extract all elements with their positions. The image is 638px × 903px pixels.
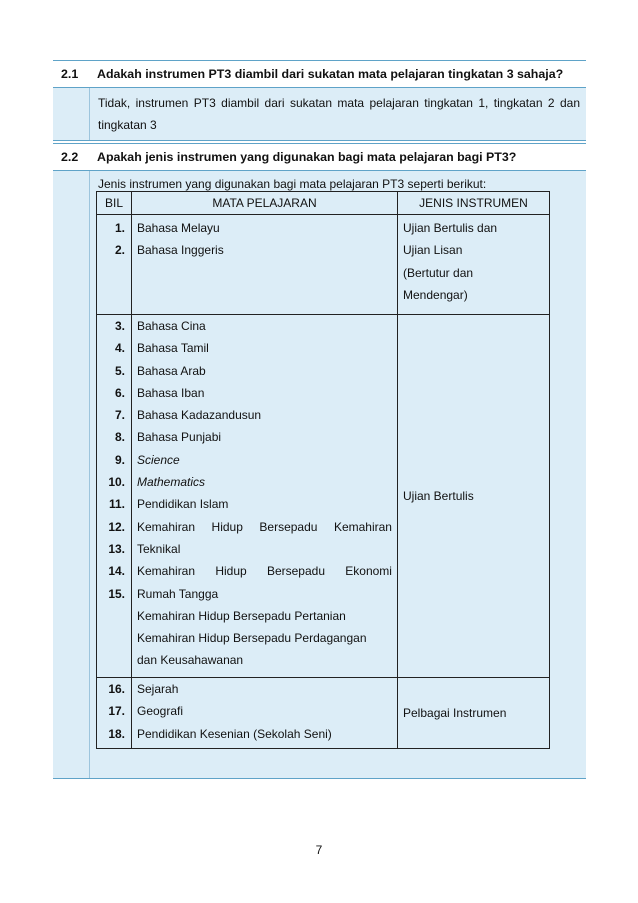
word: Ekonomi (345, 564, 392, 579)
instrument-line: Ujian Lisan (403, 243, 463, 258)
bil-number: 4. (114, 341, 125, 356)
instrument: Ujian Bertulis (403, 489, 474, 503)
subject: Teknikal (137, 541, 181, 556)
subject: Bahasa Inggeris (137, 243, 224, 258)
subject-list (132, 678, 397, 745)
bil-list (97, 315, 131, 605)
bil-number: 5. (114, 363, 125, 378)
header-subject: MATA PELAJARAN (132, 192, 398, 215)
header-instrument: JENIS INSTRUMEN (398, 192, 550, 215)
bil-number: 7. (114, 408, 125, 423)
subject: Bahasa Melayu (137, 221, 220, 235)
subject: Geografi (137, 704, 184, 719)
bil-number: 2. (114, 243, 125, 258)
word: Hidup (211, 519, 243, 534)
table-header-row (97, 192, 550, 215)
answer-text: Tidak, instrumen PT3 diambil dari sukatan mata pelajaran tingkatan 1, tingkatan 2 dan tingkatan 3 (98, 96, 580, 132)
question-number: 2.2 (61, 150, 79, 164)
bil-number: 15. (108, 586, 125, 601)
table-row (97, 215, 550, 315)
subject: Bahasa Iban (137, 385, 205, 400)
subject: Science (137, 452, 180, 467)
subject: Rumah Tangga (137, 586, 219, 601)
faq-block-2-1 (53, 60, 586, 141)
subject-list (132, 315, 397, 672)
instrument-lines (398, 217, 549, 306)
word: Bersepadu (266, 564, 325, 579)
subject-list (132, 217, 397, 262)
question-text: Adakah instrumen PT3 diambil dari sukatan mata pelajaran tingkatan 3 sahaja? (97, 67, 564, 81)
question-row (53, 143, 586, 171)
question-number: 2.1 (61, 67, 79, 81)
bil-number: 8. (114, 430, 125, 445)
instrument: Pelbagai Instrumen (403, 706, 507, 720)
bil-number: 1. (114, 221, 125, 235)
bil-number: 9. (114, 452, 125, 467)
bil-list (97, 217, 131, 262)
subject: Bahasa Tamil (137, 341, 209, 356)
subject: Bahasa Arab (137, 363, 206, 378)
page-number: 7 (315, 843, 323, 857)
bil-number: 11. (108, 497, 125, 512)
header-bil: BIL (97, 192, 132, 215)
bil-number: 13. (108, 541, 125, 556)
answer-intro: Jenis instrumen yang digunakan bagi mata pelajaran PT3 seperti berikut: (98, 177, 487, 191)
word: Bersepadu (259, 519, 318, 534)
subject: Pendidikan Islam (137, 497, 229, 512)
bil-number: 14. (108, 564, 125, 579)
subject: Pendidikan Kesenian (Sekolah Seni) (137, 726, 332, 741)
table-row (97, 315, 550, 678)
subject: Bahasa Kadazandusun (137, 408, 262, 423)
bil-number: 16. (108, 682, 125, 696)
word: Kemahiran (137, 519, 196, 534)
bil-list (97, 678, 131, 745)
instrument-line: Ujian Bertulis dan (403, 221, 498, 235)
question-row (53, 60, 586, 88)
question-text: Apakah jenis instrumen yang digunakan bagi mata pelajaran bagi PT3? (97, 150, 517, 164)
bil-number: 3. (114, 319, 125, 333)
subject: Mathematics (137, 475, 206, 490)
subject: Bahasa Punjabi (137, 430, 222, 445)
bil-number: 6. (114, 385, 125, 400)
subject: Sejarah (137, 682, 179, 696)
instrument-line: Mendengar) (403, 287, 468, 302)
subject: Kemahiran Hidup Bersepadu Pertanian (137, 608, 346, 623)
subject: dan Keusahawanan (137, 653, 244, 668)
table-row (97, 678, 550, 749)
subject: Kemahiran Hidup Bersepadu Perdagangan (137, 631, 367, 646)
answer-row (53, 88, 586, 141)
word: Kemahiran (333, 519, 392, 534)
subject: Bahasa Cina (137, 319, 206, 333)
bil-number: 18. (108, 726, 125, 741)
bil-number: 17. (108, 704, 125, 719)
subject-justified-line (132, 516, 397, 538)
instrument-line: (Bertutur dan (403, 265, 474, 280)
word: Hidup (215, 564, 247, 579)
bil-number: 12. (108, 519, 125, 534)
subject-justified-line (132, 560, 397, 582)
word: Kemahiran (137, 564, 196, 579)
bil-number: 10. (108, 475, 125, 490)
instrument-table (96, 191, 550, 749)
